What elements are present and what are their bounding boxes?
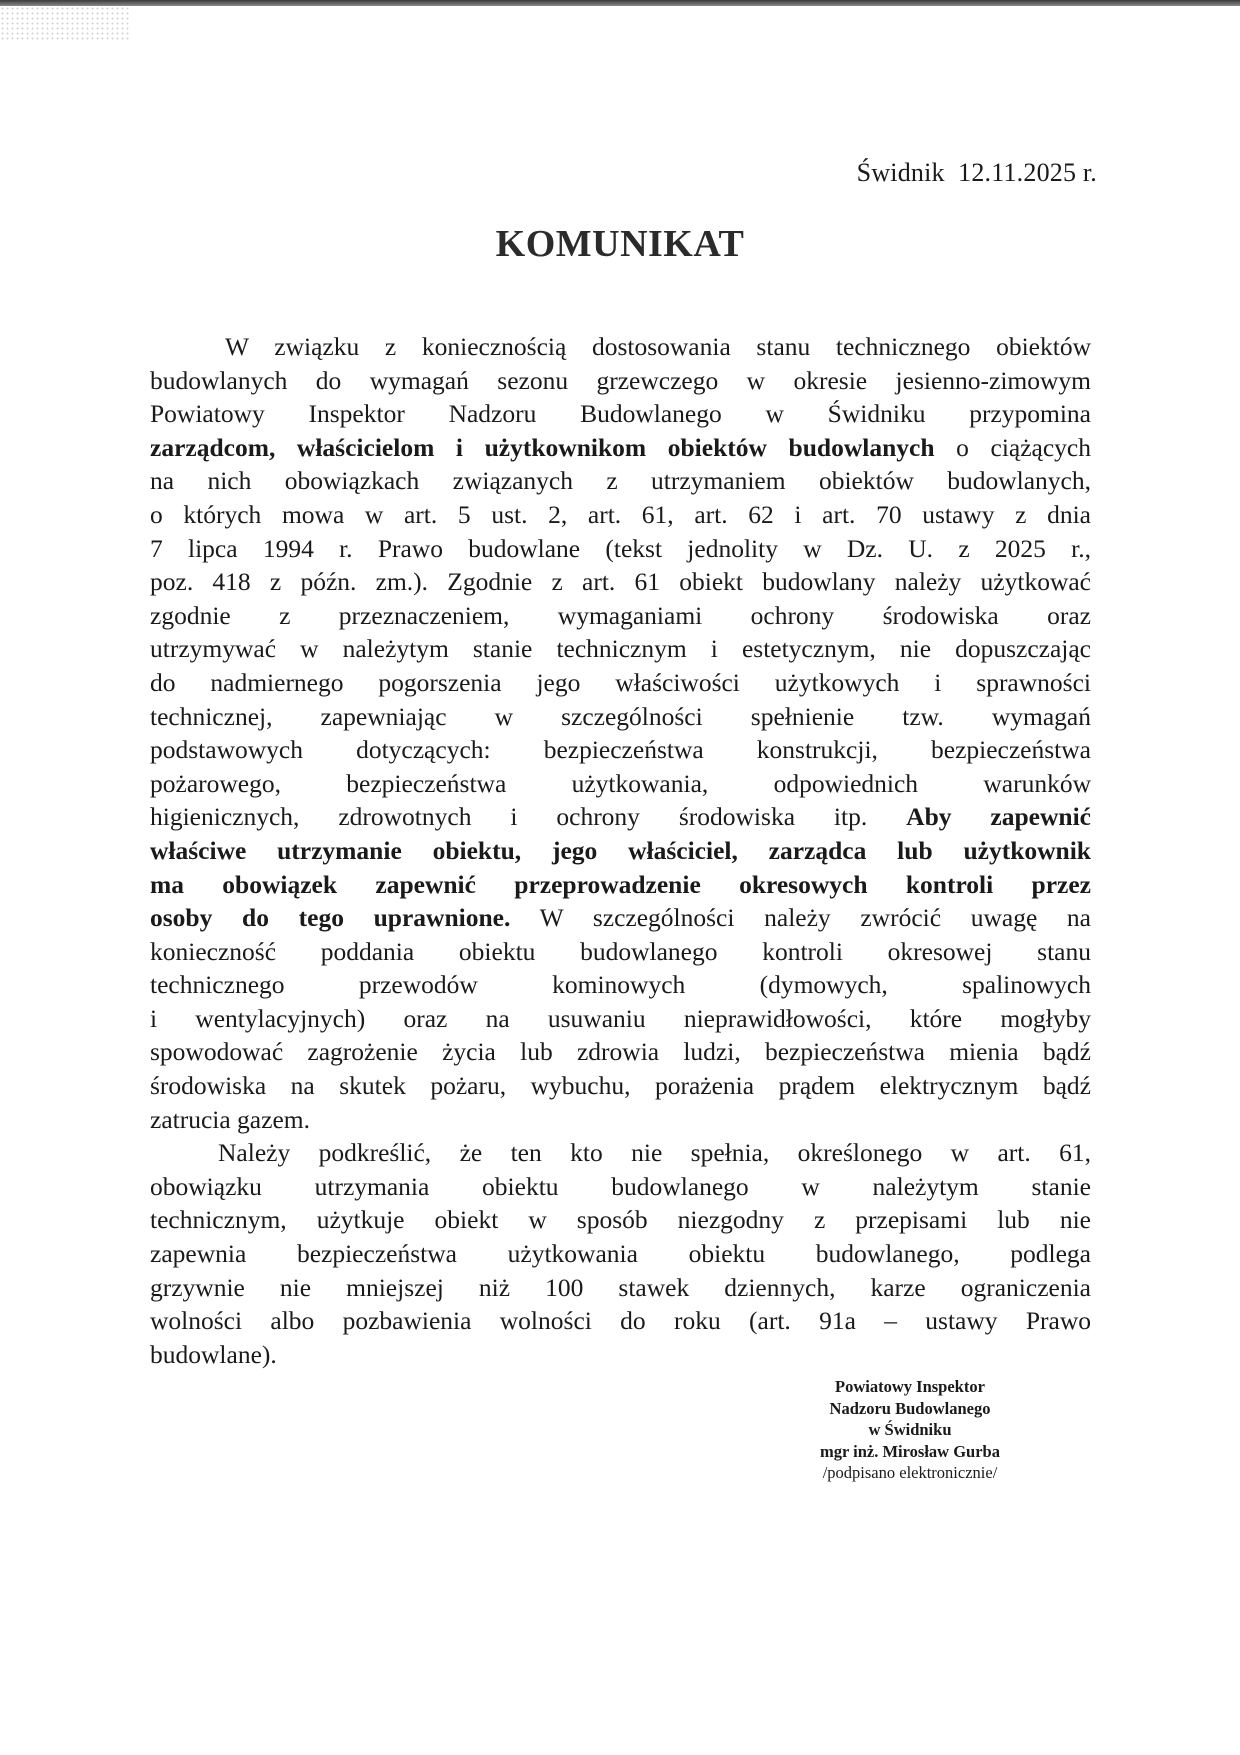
bold-text-run: zarządcom, właścicielom i użytkownikom obiektów budowlanych (150, 432, 935, 462)
text-line (150, 800, 1091, 834)
paragraph-2 (150, 1136, 1091, 1371)
text-run: obowiązku utrzymania obiektu budowlanego w należytym stanie (150, 1171, 1091, 1201)
signature-name: mgr inż. Mirosław Gurba (820, 1441, 1000, 1461)
text-run: pożarowego, bezpieczeństwa użytkowania, odpowiednich warunków (150, 768, 1091, 798)
text-run: budowlanych do wymagań sezonu grzewczego w okresie jesienno-zimowym (150, 365, 1091, 395)
place-and-date: Świdnik 12.11.2025 r. (856, 158, 1097, 187)
text-line (150, 1002, 1091, 1036)
text-line (150, 464, 1091, 498)
text-line (150, 901, 1091, 935)
text-line (150, 1136, 1091, 1170)
text-run: zatrucia gazem. (150, 1104, 310, 1134)
text-line (150, 565, 1091, 599)
text-line (150, 968, 1091, 1002)
text-run: o ciążących (934, 432, 1091, 462)
text-run: grzywnie nie mniejszej niż 100 stawek dziennych, karze ograniczenia (150, 1272, 1091, 1302)
text-line (150, 834, 1091, 868)
text-run: na nich obowiązkach związanych z utrzymaniem obiektów budowlanych, (150, 466, 1091, 496)
document-body (150, 330, 1091, 1371)
text-line (150, 431, 1091, 465)
text-line (150, 1103, 1091, 1137)
text-line (150, 599, 1091, 633)
signature-note: /podpisano elektronicznie/ (822, 1463, 998, 1482)
text-line (150, 498, 1091, 532)
paragraph-1 (150, 330, 1091, 1136)
text-line (150, 1237, 1091, 1271)
text-run: spowodować zagrożenie życia lub zdrowia ludzi, bezpieczeństwa mienia bądź (150, 1037, 1091, 1067)
scan-speckle (0, 6, 130, 42)
text-run: i wentylacyjnych) oraz na usuwaniu nieprawidłowości, które mogłyby (150, 1003, 1091, 1033)
text-run: W szczególności należy zwrócić uwagę na (510, 903, 1091, 933)
text-line (150, 733, 1091, 767)
text-run: utrzymywać w należytym stanie technicznym i estetycznym, nie dopuszczając (150, 634, 1091, 664)
text-line (150, 1271, 1091, 1305)
text-run: technicznego przewodów kominowych (dymowych, spalinowych (150, 970, 1091, 1000)
text-line (150, 1338, 1091, 1372)
text-line (150, 397, 1091, 431)
document-title: KOMUNIKAT (495, 223, 745, 265)
text-line (150, 700, 1091, 734)
text-line (150, 1203, 1091, 1237)
text-run: środowiska na skutek pożaru, wybuchu, porażenia prądem elektrycznym bądź (150, 1071, 1091, 1101)
text-run: 7 lipca 1994 r. Prawo budowlane (tekst jednolity w Dz. U. z 2025 r., (150, 533, 1091, 563)
text-run: poz. 418 z późn. zm.). Zgodnie z art. 61 obiekt budowlany należy użytkować (150, 567, 1091, 597)
bold-text-run: Aby zapewnić (906, 802, 1091, 832)
text-line (150, 532, 1091, 566)
text-run: higienicznych, zdrowotnych i ochrony środowiska itp. (150, 802, 907, 832)
text-line (150, 364, 1091, 398)
text-run: podstawowych dotyczących: bezpieczeństwa konstrukcji, bezpieczeństwa (150, 735, 1091, 765)
text-run: budowlane). (150, 1339, 277, 1369)
scan-top-edge (0, 0, 1240, 6)
text-run: konieczność poddania obiektu budowlanego kontroli okresowej stanu (150, 936, 1091, 966)
text-line (150, 935, 1091, 969)
signature-block (780, 1376, 1040, 1484)
text-run: zgodnie z przeznaczeniem, wymaganiami ochrony środowiska oraz (150, 600, 1091, 630)
text-run: technicznym, użytkuje obiekt w sposób niezgodny z przepisami lub nie (150, 1205, 1091, 1235)
text-line (150, 1069, 1091, 1103)
text-run: zapewnia bezpieczeństwa użytkowania obiektu budowlanego, podlega (150, 1239, 1091, 1269)
text-line (150, 666, 1091, 700)
text-run: Należy podkreślić, że ten kto nie spełnia, określonego w art. 61, (218, 1138, 1091, 1168)
text-run: technicznej, zapewniając w szczególności spełnienie tzw. wymagań (150, 701, 1091, 731)
text-run: wolności albo pozbawienia wolności do roku (art. 91a – ustawy Prawo (150, 1306, 1091, 1336)
text-line (150, 330, 1091, 364)
text-line (150, 1170, 1091, 1204)
text-run: do nadmiernego pogorszenia jego właściwości użytkowych i sprawności (150, 667, 1091, 697)
signature-title-line2: Nadzoru Budowlanego (829, 1398, 991, 1418)
text-line (150, 767, 1091, 801)
text-line (150, 868, 1091, 902)
text-run: Powiatowy Inspektor Nadzoru Budowlanego w Świdniku przypomina (150, 399, 1091, 429)
signature-title-line3: w Świdniku (868, 1420, 952, 1439)
text-line (150, 1304, 1091, 1338)
text-line (150, 632, 1091, 666)
text-run: o których mowa w art. 5 ust. 2, art. 61, art. 62 i art. 70 ustawy z dnia (150, 499, 1091, 529)
bold-text-run: właściwe utrzymanie obiektu, jego właściciel, zarządca lub użytkownik (150, 835, 1091, 865)
text-line (150, 1035, 1091, 1069)
signature-title-line1: Powiatowy Inspektor (835, 1377, 985, 1396)
text-run: W związku z koniecznością dostosowania stanu technicznego obiektów (225, 332, 1091, 361)
bold-text-run: osoby do tego uprawnione. (150, 903, 511, 933)
bold-text-run: ma obowiązek zapewnić przeprowadzenie okresowych kontroli przez (150, 869, 1091, 899)
